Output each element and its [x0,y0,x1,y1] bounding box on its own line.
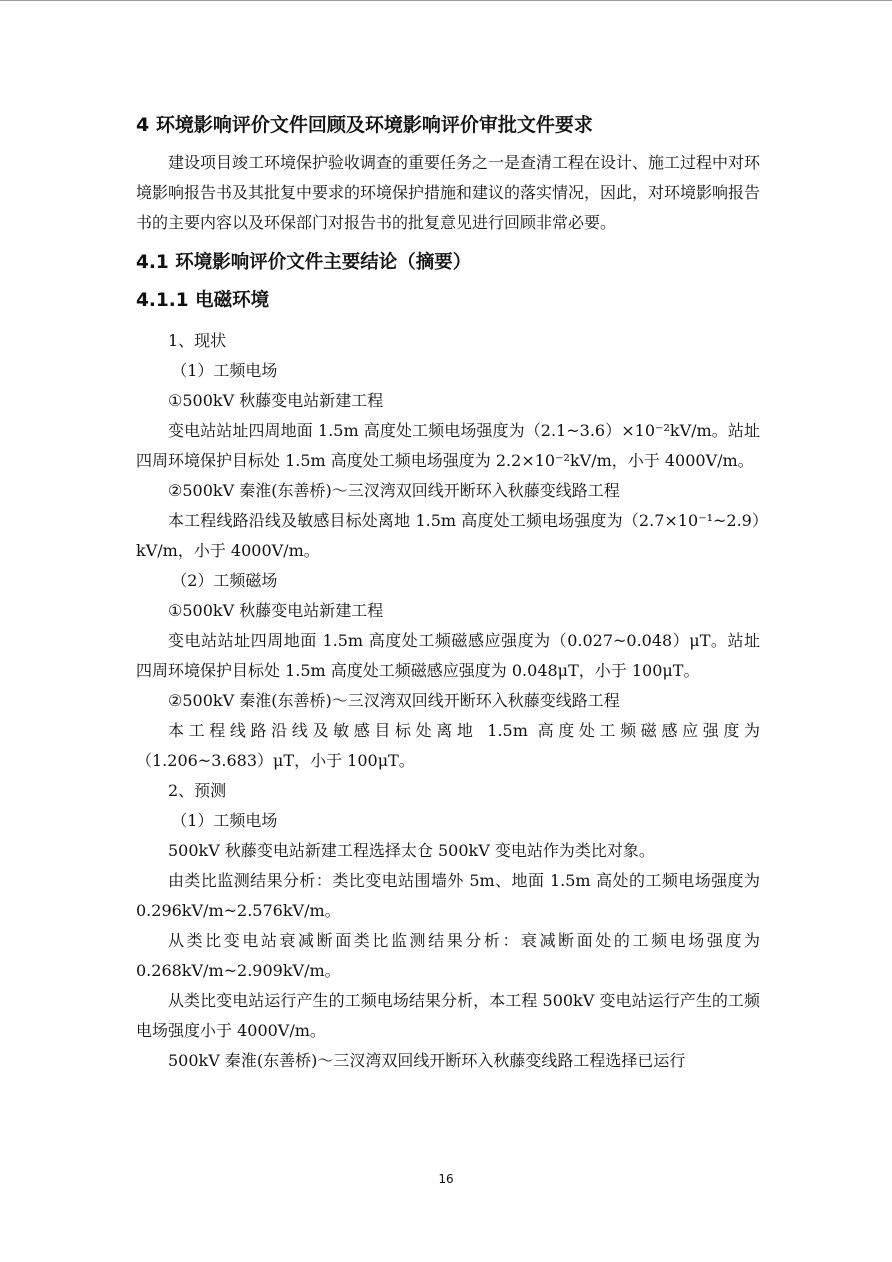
paragraph-analog-result: 由类比监测结果分析：类比变电站围墙外 5m、地面 1.5m 高处的工频电场强度为 0.296kV/m~2.576kV/m。 [136,871,760,920]
paragraph-line-efield: 本工程线路沿线及敏感目标处离地 1.5m 高度处工频电场强度为（2.7×10⁻¹~2.9）kV/m，小于 4000V/m。 [136,511,760,560]
document-page [136,110,760,1076]
paragraph-line-2: ②500kV 秦淮(东善桥)～三汊湾双回线开断环入秋藤变线路工程 [168,691,620,710]
paragraph-status: 1、现状 [168,331,227,350]
section-intro: 建设项目竣工环境保护验收调查的重要任务之一是查清工程在设计、施工过程中对环境影响报告书及其批复中要求的环境保护措施和建议的落实情况，因此，对环境影响报告书的主要内容以及环保部门对报告书的批复意见进行回顾非常必要。 [136,153,761,232]
paragraph-substation-2: ①500kV 秋藤变电站新建工程 [168,601,384,620]
paragraph-attenuation-result: 从类比变电站衰减断面类比监测结果分析：衰减断面处的工频电场强度为 0.268kV/m~2.909kV/m。 [136,931,760,980]
subsection-heading: 4.1 环境影响评价文件主要结论（摘要） [136,252,472,273]
paragraph-line-1: ②500kV 秦淮(东善桥)～三汊湾双回线开断环入秋藤变线路工程 [168,481,620,500]
paragraph-line-analog: 500kV 秦淮(东善桥)～三汊湾双回线开断环入秋藤变线路工程选择已运行 [168,1051,686,1070]
paragraph-operation-result: 从类比变电站运行产生的工频电场结果分析，本工程 500kV 变电站运行产生的工频电场强度小于 4000V/m。 [136,991,760,1040]
paragraph-analog-object: 500kV 秋藤变电站新建工程选择太仓 500kV 变电站作为类比对象。 [168,841,655,860]
paragraph-substation-efield: 变电站站址四周地面 1.5m 高度处工频电场强度为（2.1~3.6）×10⁻²kV/m。站址四周环境保护目标处 1.5m 高度处工频电场强度为 2.2×10⁻²kV/m，小于 4000V/m。 [136,421,760,470]
section-heading: 4 环境影响评价文件回顾及环境影响评价审批文件要求 [136,114,593,136]
paragraph-efield-1: （1）工频电场 [171,361,278,380]
paragraph-forecast: 2、预测 [168,781,227,800]
paragraph-substation-1: ①500kV 秋藤变电站新建工程 [168,391,384,410]
paragraph-substation-mfield: 变电站站址四周地面 1.5m 高度处工频磁感应强度为（0.027~0.048）μT。站址四周环境保护目标处 1.5m 高度处工频磁感应强度为 0.048μT，小于 100μT。 [136,631,760,680]
top-rule [0,0,892,1]
paragraph-efield-2: （1）工频电场 [171,811,278,830]
paragraph-mfield-1: （2）工频磁场 [171,571,278,590]
page-number: 16 [438,1172,454,1186]
paragraph-line-mfield: 本工程线路沿线及敏感目标处离地 1.5m 高度处工频磁感应强度为（1.206~3.683）μT，小于 100μT。 [136,721,760,770]
subsubsection-heading: 4.1.1 电磁环境 [136,290,270,311]
